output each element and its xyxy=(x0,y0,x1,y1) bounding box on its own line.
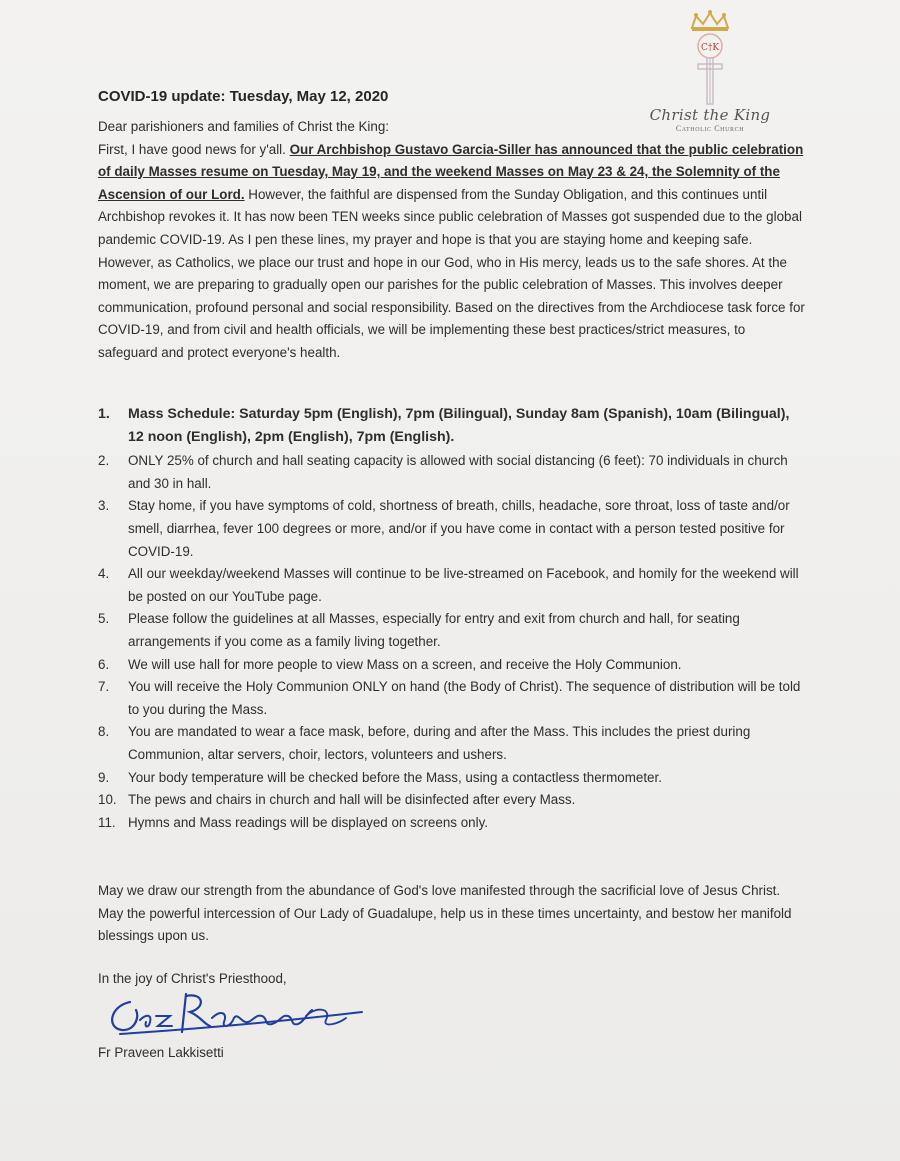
list-item xyxy=(98,450,806,495)
list-item xyxy=(98,563,806,608)
list-item xyxy=(98,721,806,766)
announcement-text: Our Archbishop Gustavo Garcia-Siller has announced that the public celebration of daily Masses resume on Tuesday, May 19, and the weekend Masses on May 23 & 24, the Solemnity of the Ascension of our Lord. xyxy=(98,141,804,202)
list-item xyxy=(98,608,806,653)
list-item-number: 5. xyxy=(98,611,110,627)
list-item-number: 3. xyxy=(98,498,110,514)
list-item-number: 8. xyxy=(98,724,110,740)
list-item-text: Hymns and Mass readings will be displayed on screens only. xyxy=(128,814,488,830)
list-item-text: We will use hall for more people to view Mass on a screen, and receive the Holy Communion. xyxy=(128,656,682,672)
list-item xyxy=(98,812,806,835)
crown-cross-icon xyxy=(670,8,750,108)
logo-church-subtitle: Catholic Church xyxy=(675,124,745,133)
salutation: Dear parishioners and families of Christ the King: xyxy=(98,119,390,134)
list-item xyxy=(98,767,806,790)
logo-church-name: Christ the King xyxy=(649,106,771,124)
handwritten-signature xyxy=(100,984,370,1046)
letter-body xyxy=(98,116,806,365)
signoff-line: In the joy of Christ's Priesthood, xyxy=(98,971,287,986)
intro-lead: First, I have good news for y'all. xyxy=(98,141,290,157)
guidelines-list xyxy=(98,403,806,834)
letter-heading: COVID-19 update: Tuesday, May 12, 2020 xyxy=(98,88,389,105)
closing-paragraph: May we draw our strength from the abundance of God's love manifested through the sacrificial love of Jesus Christ. May the powerful intercession of Our Lady of Guadalupe, help us in these times uncertainty, and bestow her manifold blessings upon us. xyxy=(98,883,792,944)
intro-paragraph xyxy=(98,139,806,365)
list-item-number: 1. xyxy=(98,406,110,422)
list-item-text: The pews and chairs in church and hall will be disinfected after every Mass. xyxy=(128,792,576,808)
mass-schedule-text: Mass Schedule: Saturday 5pm (English), 7pm (Bilingual), Sunday 8am (Spanish), 10am (Bilingual), 12 noon (English), 2pm (English), 7pm (English). xyxy=(128,406,790,445)
signer-name: Fr Praveen Lakkisetti xyxy=(98,1045,224,1060)
list-item-text: You will receive the Holy Communion ONLY on hand (the Body of Christ). The sequence of distribution will be told to you during the Mass. xyxy=(128,679,801,717)
list-item-text: You are mandated to wear a face mask, before, during and after the Mass. This includes the priest during Communion, altar servers, choir, lectors, volunteers and ushers. xyxy=(128,724,751,762)
list-item-number: 11. xyxy=(98,814,116,830)
intro-rest: However, the faithful are dispensed from the Sunday Obligation, and this continues until Archbishop revokes it. It has now been TEN weeks since public celebration of Masses got suspended due to the global pandemic COVID-19. As I pen these lines, my prayer and hope is that you are staying home and keeping safe. However, as Catholics, we place our trust and hope in our God, who in His mercy, leads us to the safe shores. At the moment, we are preparing to gradually open our parishes for the public celebration of Masses. This involves deeper communication, profound personal and social responsibility. Based on the directives from the Archdiocese task force for COVID-19, and from civil and health officials, we will be implementing these best practices/strict measures, to safeguard and protect everyone's health. xyxy=(98,186,805,360)
list-item xyxy=(98,789,806,812)
list-item-text: Stay home, if you have symptoms of cold, shortness of breath, chills, headache, sore throat, loss of taste and/or smell, diarrhea, fever 100 degrees or more, and/or if you have come in contact with a person tested positive for COVID-19. xyxy=(128,498,790,559)
list-item-text: Please follow the guidelines at all Masses, especially for entry and exit from church and hall, for seating arrangements if you come as a family living together. xyxy=(128,611,740,649)
list-item-number: 4. xyxy=(98,566,110,582)
list-item xyxy=(98,654,806,677)
list-item-number: 10. xyxy=(98,792,117,808)
list-item-number: 2. xyxy=(98,453,110,469)
list-item-text: Your body temperature will be checked before the Mass, using a contactless thermometer. xyxy=(128,769,662,785)
list-item-text: ONLY 25% of church and hall seating capacity is allowed with social distancing (6 feet): 70 individuals in church and 30 in hall. xyxy=(128,453,788,491)
list-item xyxy=(98,676,806,721)
list-item-number: 9. xyxy=(98,769,110,785)
list-item-number: 6. xyxy=(98,656,110,672)
logo-monogram: C†K xyxy=(700,43,720,53)
list-item xyxy=(98,403,806,448)
list-item xyxy=(98,495,806,563)
list-item-text: All our weekday/weekend Masses will continue to be live-streamed on Facebook, and homily for the weekend will be posted on our YouTube page. xyxy=(128,566,799,604)
list-item-number: 7. xyxy=(98,679,110,695)
